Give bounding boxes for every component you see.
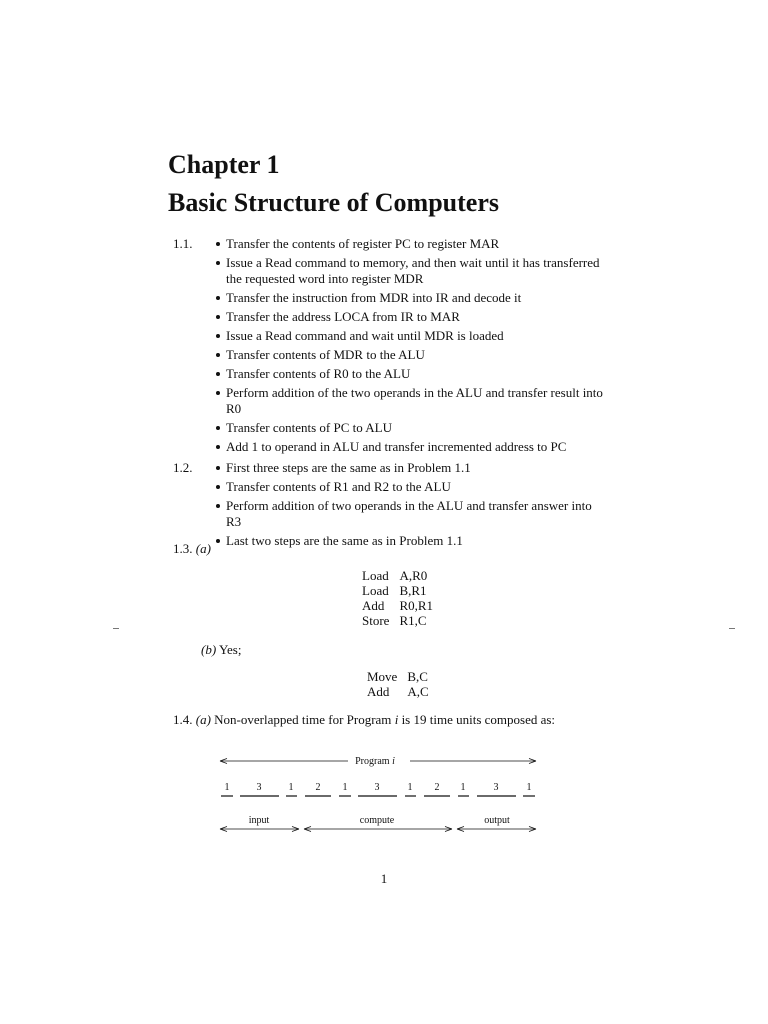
code-line [362, 583, 433, 598]
step-item: Perform addition of the two operands in the ALU and transfer result into R0 [214, 385, 609, 417]
code-op: Add [367, 684, 390, 699]
step-item: Transfer contents of R0 to the ALU [214, 366, 609, 382]
step-item: Transfer contents of PC to ALU [214, 420, 609, 436]
segment-length: 2 [434, 782, 440, 793]
left-margin-mark [113, 628, 119, 629]
segment-length: 1 [407, 782, 413, 793]
phase-output [457, 815, 536, 832]
chapter-title-heading: Basic Structure of Computers [168, 188, 499, 217]
code-args: B,C [407, 669, 428, 684]
step-item: Issue a Read command to memory, and then wait until it has transferred the requested word into register MDR [214, 255, 609, 287]
chapter-number-heading: Chapter 1 [168, 150, 280, 179]
program-label-var: i [392, 756, 395, 767]
phase-label: input [248, 815, 270, 826]
segment [221, 782, 233, 796]
step-item: Transfer contents of R1 and R2 to the ALU [214, 479, 609, 495]
segment [458, 782, 469, 796]
program-label-text: Program [355, 756, 390, 767]
step-item: Perform addition of two operands in the ALU and transfer answer into R3 [214, 498, 609, 530]
code-args: A,C [407, 684, 429, 699]
sentence-start: Non-overlapped time for Program [214, 712, 392, 727]
step-item: First three steps are the same as in Problem 1.1 [214, 460, 609, 476]
step-item: Last two steps are the same as in Problem 1.1 [214, 533, 609, 549]
problem-number-text: 1.3. [173, 541, 193, 556]
problem-number-text: 1.4. [173, 712, 193, 727]
code-op: Load [362, 568, 389, 583]
segment [358, 782, 397, 796]
segment [477, 782, 516, 796]
code-line [367, 684, 429, 699]
phase-input [220, 815, 299, 832]
segment-length: 1 [288, 782, 294, 793]
code-args: R0,R1 [399, 598, 434, 613]
part-a-label: (a) [195, 712, 211, 727]
code-args: B,R1 [399, 583, 427, 598]
code-op: Store [362, 613, 390, 628]
part-a-label: (a) [195, 541, 211, 556]
program-variable: i [394, 712, 399, 727]
timing-diagram [218, 748, 540, 838]
step-item: Issue a Read command and wait until MDR is loaded [214, 328, 609, 344]
segment [339, 782, 351, 796]
phase-label: compute [359, 815, 395, 826]
part-b-label: (b) [201, 642, 217, 657]
segment-row [221, 782, 535, 796]
segment-length: 1 [526, 782, 532, 793]
segment-length: 3 [256, 782, 262, 793]
steps-list [214, 460, 609, 552]
problem-1-4-text [173, 712, 555, 728]
code-op: Load [362, 583, 389, 598]
problem-number: 1.2. [173, 460, 193, 475]
step-item: Transfer contents of MDR to the ALU [214, 347, 609, 363]
segment-length: 1 [460, 782, 466, 793]
segment-length: 1 [224, 782, 230, 793]
code-line [367, 669, 429, 684]
segment [424, 782, 450, 796]
code-line [362, 613, 433, 628]
segment-length: 3 [493, 782, 499, 793]
code-args: R1,C [399, 613, 427, 628]
code-line [362, 568, 433, 583]
code-op: Add [362, 598, 385, 613]
segment-length: 1 [342, 782, 348, 793]
problem-number: 1.1. [173, 236, 193, 251]
sentence-end: is 19 time units composed as: [401, 712, 556, 727]
step-item: Transfer the contents of register PC to register MAR [214, 236, 609, 252]
phase-compute [304, 815, 452, 832]
program-label [355, 756, 395, 767]
step-item: Transfer the address LOCA from IR to MAR [214, 309, 609, 325]
segment-length: 2 [315, 782, 321, 793]
segment [240, 782, 279, 796]
part-b-text: Yes; [218, 642, 242, 657]
step-item: Transfer the instruction from MDR into IR and decode it [214, 290, 609, 306]
phase-label: output [484, 815, 510, 826]
code-line [362, 598, 433, 613]
segment [523, 782, 535, 796]
segment [405, 782, 416, 796]
code-args: A,R0 [399, 568, 428, 583]
code-op: Move [367, 669, 398, 684]
right-margin-mark [729, 628, 735, 629]
problem-number [173, 541, 211, 557]
step-item: Add 1 to operand in ALU and transfer incremented address to PC [214, 439, 609, 455]
segment [286, 782, 297, 796]
steps-list [214, 236, 609, 458]
segment [305, 782, 331, 796]
code-block-a [362, 568, 433, 628]
part-b [201, 642, 241, 658]
page-number: 1 [380, 871, 388, 886]
segment-length: 3 [374, 782, 380, 793]
code-block-b [367, 669, 429, 699]
